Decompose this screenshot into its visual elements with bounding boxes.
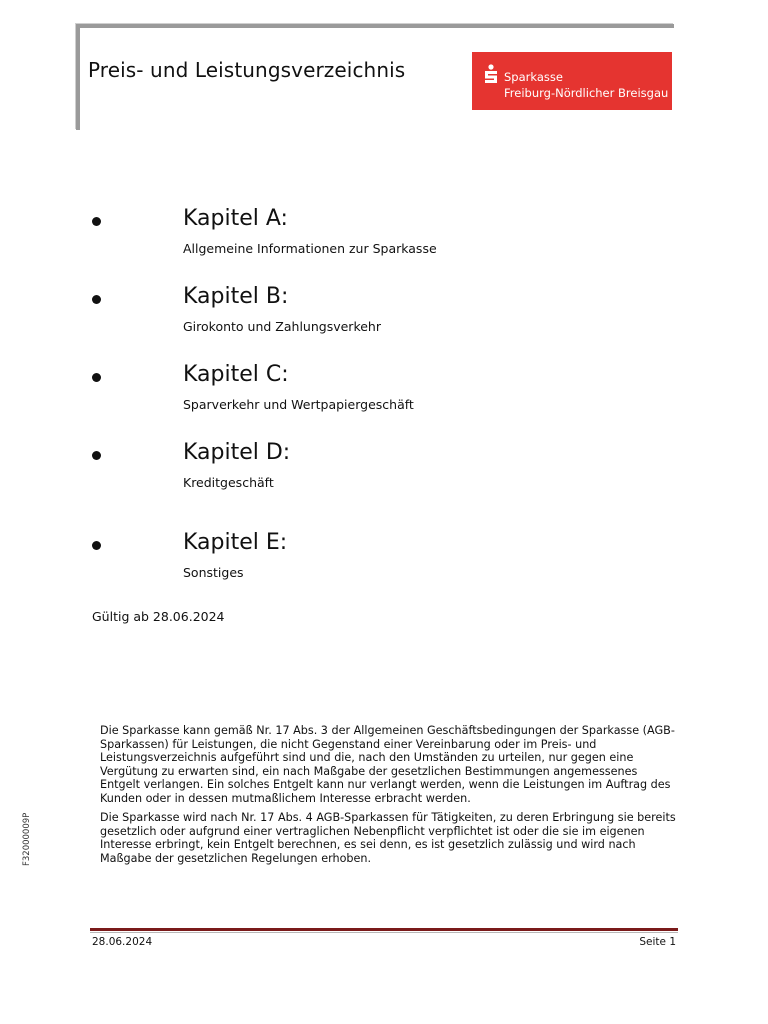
chapter-subtitle: Girokonto und Zahlungsverkehr: [183, 319, 381, 334]
footer-divider-thin: [90, 932, 678, 933]
chapter-title: Kapitel D:: [183, 440, 291, 465]
sparkasse-logo: [472, 52, 672, 110]
chapter-subtitle: Sonstiges: [183, 565, 244, 580]
chapter-title: Kapitel A:: [183, 206, 288, 231]
footer-divider: [90, 928, 678, 931]
chapter-title: Kapitel B:: [183, 284, 289, 309]
legal-paragraph-1: [100, 724, 680, 806]
sparkasse-s-icon: [484, 64, 498, 84]
form-code: F32000009P: [22, 812, 32, 866]
chapter-subtitle: Allgemeine Informationen zur Sparkasse: [183, 241, 437, 256]
document-title: Preis- und Leistungsverzeichnis: [88, 58, 406, 82]
chapter-subtitle: Sparverkehr und Wertpapiergeschäft: [183, 397, 414, 412]
valid-from: Gültig ab 28.06.2024: [92, 609, 225, 624]
footer-date: 28.06.2024: [92, 936, 153, 948]
page-number: Seite 1: [639, 936, 676, 948]
logo-name: Sparkasse: [504, 70, 563, 84]
logo-branch: Freiburg-Nördlicher Breisgau: [504, 86, 669, 100]
legal-paragraph-2: [100, 811, 680, 865]
bullet-icon: [92, 541, 101, 550]
legal-text: Die Sparkasse kann gemäß Nr. 17 Abs. 3 der Allgemeinen Geschäftsbedingungen der Sparkasse (AGB-Sparkassen) für Leistungen, die nicht Gegenstand einer Vereinbarung oder im Preis- und Leistungsverzeichnis aufgeführt sind und die, nach den Umständen zu urteilen, nur gegen eine Vergütung zu erwarten sind, ein nach Maßgabe der gesetzlichen Bestimmungen angemessenes Entgelt verlangen. Ein solches Entgelt kann nur verlangt werden, wenn die Leistungen im Auftrag des Kunden oder in dessen mutmaßlichem Interesse erbracht werden.: [100, 724, 675, 805]
chapter-title: Kapitel C:: [183, 362, 289, 387]
bullet-icon: [92, 373, 101, 382]
legal-text: Die Sparkasse wird nach Nr. 17 Abs. 4 AGB-Sparkassen für Tätigkeiten, zu deren Erbringung sie bereits gesetzlich oder aufgrund einer vertraglichen Nebenpflicht verpflichtet ist oder die sie im eigenen Interesse erbringt, kein Entgelt berechnen, es sei denn, es ist gesetzlich zulässig und wird nach Maßgabe der gesetzlichen Regelungen erhoben.: [100, 811, 676, 865]
bullet-icon: [92, 217, 101, 226]
bullet-icon: [92, 295, 101, 304]
chapter-title: Kapitel E:: [183, 530, 288, 555]
bullet-icon: [92, 451, 101, 460]
chapter-subtitle: Kreditgeschäft: [183, 475, 274, 490]
